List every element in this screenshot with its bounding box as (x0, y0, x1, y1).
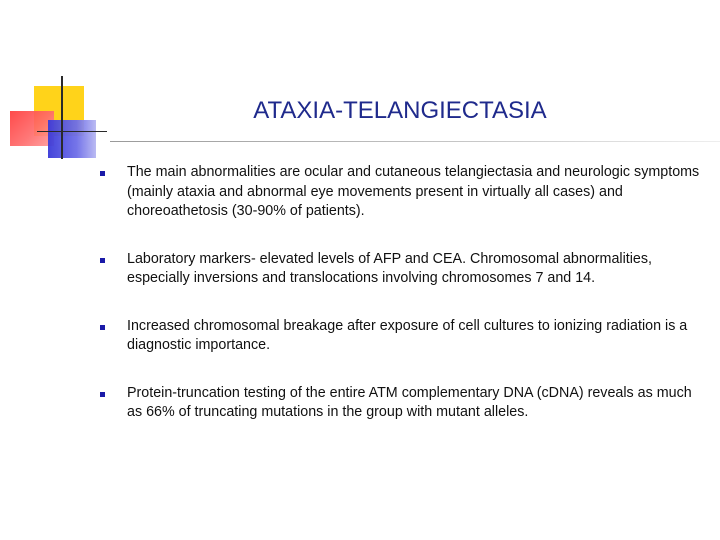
title-underline (110, 141, 720, 142)
vertical-line-decoration (61, 76, 63, 159)
bullet-text: Laboratory markers- elevated levels of AFP and CEA. Chromosomal abnormalities, especially inversions and translocations involving chromosomes 7 and 14. (127, 250, 652, 286)
horizontal-line-decoration (37, 131, 107, 132)
bullet-list (100, 163, 700, 423)
bullet-item (100, 317, 700, 356)
blue-square-decoration (48, 120, 96, 158)
bullet-item (100, 384, 700, 423)
square-bullet-icon (100, 325, 105, 330)
square-bullet-icon (100, 171, 105, 176)
slide-title: ATAXIA-TELANGIECTASIA (253, 97, 547, 124)
bullet-item (100, 163, 700, 222)
square-bullet-icon (100, 392, 105, 397)
bullet-text: Protein-truncation testing of the entire ATM complementary DNA (cDNA) reveals as much as 66% of truncating mutations in the group with mutant alleles. (127, 384, 692, 420)
bullet-text: Increased chromosomal breakage after exposure of cell cultures to ionizing radiation is a diagnostic importance. (127, 317, 688, 353)
square-bullet-icon (100, 258, 105, 263)
bullet-item (100, 250, 700, 289)
bullet-text: The main abnormalities are ocular and cutaneous telangiectasia and neurologic symptoms (mainly ataxia and abnormal eye movements present in virtually all cases) and choreoathetosis (30-90% of patients). (127, 164, 700, 219)
